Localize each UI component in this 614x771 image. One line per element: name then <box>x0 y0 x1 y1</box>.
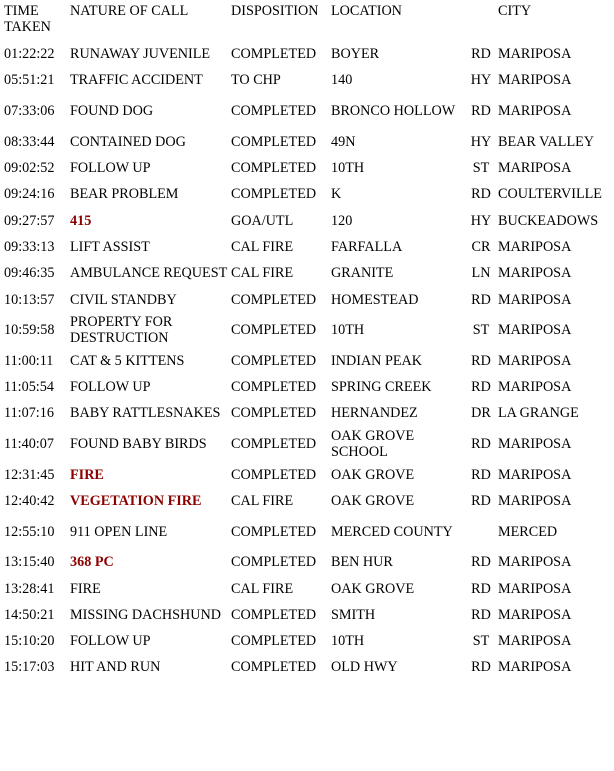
cell-suffix: HY <box>470 72 492 89</box>
cell-disposition: COMPLETED <box>231 606 317 623</box>
cell-time: 15:17:03 <box>4 659 55 676</box>
table-row <box>2 628 612 654</box>
cell-suffix: RD <box>471 659 491 676</box>
cell-nature: PROPERTY FOR DESTRUCTION <box>70 314 173 347</box>
cell-suffix: RD <box>471 606 491 623</box>
cell-city: BUCKEADOWS <box>498 212 599 229</box>
cell-nature: FOLLOW UP <box>70 379 151 396</box>
cell-disposition: COMPLETED <box>231 405 317 422</box>
cell-nature: CAT & 5 KITTENS <box>70 352 185 369</box>
cell-suffix: ST <box>472 322 490 339</box>
table-row <box>2 94 612 129</box>
cell-suffix: HY <box>470 133 492 150</box>
cell-time: 05:51:21 <box>4 72 55 89</box>
table-row <box>2 575 612 601</box>
cell-city: MARIPOSA <box>498 466 572 483</box>
cell-location: OLD HWY <box>331 659 398 676</box>
cell-nature: BEAR PROBLEM <box>70 186 179 203</box>
cell-city: MARIPOSA <box>498 554 572 571</box>
cell-location: BOYER <box>331 46 380 63</box>
table-row <box>2 67 612 93</box>
cell-suffix: RD <box>471 103 491 120</box>
cell-disposition: TO CHP <box>231 72 281 89</box>
cell-disposition: CAL FIRE <box>231 238 294 255</box>
cell-location: OAK GROVE <box>331 493 415 509</box>
cell-time: 08:33:44 <box>4 133 55 150</box>
cell-location: INDIAN PEAK <box>331 352 423 369</box>
cell-disposition: CAL FIRE <box>231 580 294 597</box>
cell-time: 15:10:20 <box>4 633 55 650</box>
cell-suffix: CR <box>471 238 491 255</box>
cell-time: 11:00:11 <box>4 352 54 369</box>
cell-location: GRANITE <box>331 265 394 282</box>
cell-suffix: RD <box>471 466 491 483</box>
table-row <box>2 427 612 462</box>
table-row <box>2 602 612 628</box>
cell-suffix: RD <box>471 352 491 369</box>
cell-nature: HIT AND RUN <box>70 659 161 676</box>
cell-nature: BABY RATTLESNAKES <box>70 405 221 422</box>
cell-location: OAK GROVE <box>331 580 415 597</box>
cell-time: 13:15:40 <box>4 554 55 571</box>
cell-disposition: GOA/UTL <box>231 212 294 229</box>
cell-location: 120 <box>331 212 353 229</box>
table-row <box>2 654 612 680</box>
table-row <box>2 207 612 233</box>
cell-disposition: COMPLETED <box>231 659 317 676</box>
cell-time: 12:40:42 <box>4 493 55 509</box>
cell-suffix: LN <box>471 265 491 282</box>
cell-disposition: CAL FIRE <box>231 493 294 509</box>
cell-city: MARIPOSA <box>498 238 572 255</box>
cell-suffix: RD <box>471 46 491 63</box>
cell-time: 12:31:45 <box>4 466 55 483</box>
cell-location: 10TH <box>331 322 365 339</box>
table-row <box>2 514 612 549</box>
cell-city: MARIPOSA <box>498 46 572 63</box>
header-city: CITY <box>498 3 532 19</box>
cell-location: HERNANDEZ <box>331 405 418 422</box>
cell-disposition: COMPLETED <box>231 523 317 540</box>
table-row <box>2 286 612 312</box>
cell-location: OAK GROVE <box>331 466 415 483</box>
cell-time: 09:24:16 <box>4 186 55 203</box>
cell-time: 11:07:16 <box>4 405 54 422</box>
cell-time: 11:05:54 <box>4 379 54 396</box>
cell-nature: FOUND BABY BIRDS <box>70 436 207 453</box>
cell-nature: MISSING DACHSHUND <box>70 606 221 623</box>
cell-time: 09:27:57 <box>4 212 55 229</box>
cell-nature: LIFT ASSIST <box>70 238 150 255</box>
cell-nature: TRAFFIC ACCIDENT <box>70 72 203 89</box>
cell-city: MERCED <box>498 523 558 540</box>
cell-time: 11:40:07 <box>4 436 54 453</box>
cell-nature: VEGETATION FIRE <box>70 493 202 509</box>
cell-suffix: RD <box>471 554 491 571</box>
cell-disposition: COMPLETED <box>231 160 317 177</box>
cell-nature: CIVIL STANDBY <box>70 291 177 308</box>
table-row <box>2 313 612 348</box>
header-time: TIME TAKEN <box>4 3 51 35</box>
cell-time: 01:22:22 <box>4 46 55 63</box>
cell-disposition: COMPLETED <box>231 379 317 396</box>
cell-suffix: RD <box>471 379 491 396</box>
cell-suffix: RD <box>471 291 491 308</box>
cell-nature: 911 OPEN LINE <box>70 523 168 540</box>
cell-time: 09:33:13 <box>4 238 55 255</box>
cell-location: MERCED COUNTY <box>331 523 453 540</box>
cell-disposition: COMPLETED <box>231 633 317 650</box>
cell-nature: FOLLOW UP <box>70 633 151 650</box>
table-row <box>2 260 612 286</box>
table-row <box>2 348 612 374</box>
cell-city: MARIPOSA <box>498 352 572 369</box>
cell-city: MARIPOSA <box>498 160 572 177</box>
cell-location: SMITH <box>331 606 376 623</box>
cell-nature: CONTAINED DOG <box>70 133 186 150</box>
cell-city: COULTERVILLE <box>498 186 602 203</box>
cell-city: MARIPOSA <box>498 103 572 120</box>
cell-disposition: COMPLETED <box>231 46 317 63</box>
cell-nature: RUNAWAY JUVENILE <box>70 46 211 63</box>
cell-location: 10TH <box>331 160 365 177</box>
cell-disposition: COMPLETED <box>231 466 317 483</box>
cell-suffix: ST <box>472 633 490 650</box>
cell-disposition: COMPLETED <box>231 352 317 369</box>
cell-city: BEAR VALLEY <box>498 133 595 150</box>
cell-time: 10:59:58 <box>4 322 55 339</box>
cell-disposition: COMPLETED <box>231 291 317 308</box>
table-row <box>2 129 612 155</box>
table-row <box>2 41 612 67</box>
header-disposition: DISPOSITION <box>231 3 319 19</box>
cell-location: BEN HUR <box>331 554 393 571</box>
cell-nature: FOLLOW UP <box>70 160 151 177</box>
cell-disposition: COMPLETED <box>231 103 317 120</box>
cell-suffix: DR <box>471 405 491 422</box>
cell-time: 12:55:10 <box>4 523 55 540</box>
cell-suffix <box>464 514 498 549</box>
cell-nature: FIRE <box>70 580 101 597</box>
table-row <box>2 155 612 181</box>
table-row <box>2 181 612 207</box>
header-suffix <box>464 0 498 41</box>
cell-time: 14:50:21 <box>4 606 55 623</box>
cell-city: LA GRANGE <box>498 405 579 422</box>
header-nature: NATURE OF CALL <box>70 3 189 19</box>
header-location: LOCATION <box>331 3 402 19</box>
table-row <box>2 549 612 575</box>
cell-location: SPRING CREEK <box>331 379 432 396</box>
cell-nature: 415 <box>70 212 92 229</box>
cell-location: 140 <box>331 72 353 89</box>
cell-suffix: ST <box>472 160 490 177</box>
cell-disposition: COMPLETED <box>231 133 317 150</box>
table-row <box>2 462 612 488</box>
cell-disposition: CAL FIRE <box>231 265 294 282</box>
cell-location: OAK GROVE SCHOOL <box>331 428 415 461</box>
cell-city: MARIPOSA <box>498 606 572 623</box>
cell-disposition: COMPLETED <box>231 554 317 571</box>
cell-location: 10TH <box>331 633 365 650</box>
cell-suffix: RD <box>471 436 491 453</box>
cell-time: 09:02:52 <box>4 160 55 177</box>
cell-location: FARFALLA <box>331 238 403 255</box>
cell-city: MARIPOSA <box>498 322 572 339</box>
cell-city: MARIPOSA <box>498 379 572 396</box>
cell-city: MARIPOSA <box>498 659 572 676</box>
cell-disposition: COMPLETED <box>231 186 317 203</box>
cell-suffix: HY <box>470 212 492 229</box>
cell-city: MARIPOSA <box>498 493 572 509</box>
cell-city: MARIPOSA <box>498 580 572 597</box>
cell-time: 13:28:41 <box>4 580 55 597</box>
table-row <box>2 234 612 260</box>
cell-location: HOMESTEAD <box>331 291 419 308</box>
cell-location: BRONCO HOLLOW <box>331 103 456 120</box>
cell-suffix: RD <box>471 186 491 203</box>
cell-location: K <box>331 186 342 203</box>
cell-city: MARIPOSA <box>498 436 572 453</box>
cell-time: 07:33:06 <box>4 103 55 120</box>
cell-city: MARIPOSA <box>498 633 572 650</box>
cell-location: 49N <box>331 133 356 150</box>
table-row <box>2 374 612 400</box>
cell-nature: FIRE <box>70 466 104 483</box>
cell-disposition: COMPLETED <box>231 436 317 453</box>
cell-city: MARIPOSA <box>498 265 572 282</box>
cell-nature: AMBULANCE REQUEST <box>70 265 228 282</box>
cell-suffix: RD <box>471 493 491 509</box>
cell-time: 09:46:35 <box>4 265 55 282</box>
cell-suffix: RD <box>471 580 491 597</box>
cell-time: 10:13:57 <box>4 291 55 308</box>
table-row <box>2 400 612 426</box>
cell-nature: FOUND DOG <box>70 103 154 120</box>
cell-city: MARIPOSA <box>498 72 572 89</box>
call-log-table <box>2 0 612 681</box>
cell-disposition: COMPLETED <box>231 322 317 339</box>
header-row <box>2 0 612 41</box>
cell-city: MARIPOSA <box>498 291 572 308</box>
cell-nature: 368 PC <box>70 554 114 571</box>
table-row <box>2 488 612 514</box>
